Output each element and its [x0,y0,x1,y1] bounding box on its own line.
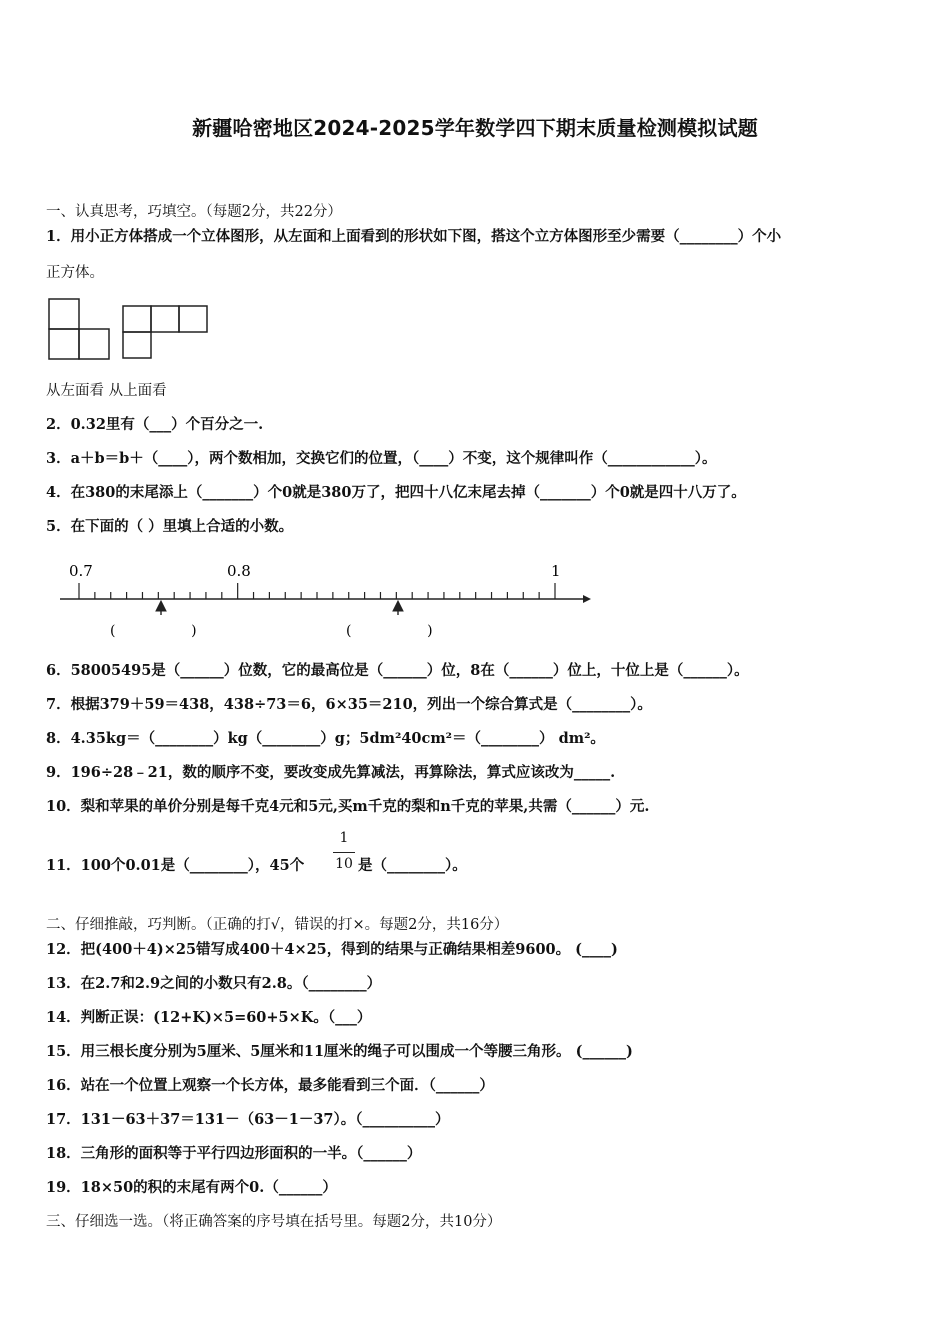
question-10: 10．梨和苹果的单价分别是每千克4元和5元,买m千克的梨和n千克的苹果,共需（______）元. [46,798,650,815]
question-17: 17．131－63＋37＝131－（63－1－37）。（__________） [46,1111,450,1128]
number-line [55,555,600,645]
left-view-figure [49,299,109,359]
question-7: 7．根据379＋59＝438，438÷73＝6，6×35＝210，列出一个综合算式是（________）。 [46,696,652,713]
question-16: 16．站在一个位置上观察一个长方体，最多能看到三个面．（______） [46,1077,494,1094]
section2-heading: 二、仔细推敲，巧判断。（正确的打√，错误的打×。每题2分，共16分） [46,917,509,933]
question-1-line2: 正方体。 [46,265,104,281]
q1-caption: 从左面看 从上面看 [46,383,167,399]
arrow-marker-1 [156,601,166,615]
numberline-blank-1: ( ) [110,623,197,639]
question-9: 9．196÷28﹣21，数的顺序不变，要改变成先算减法，再算除法，算式应该改为_____. [46,764,616,781]
numberline-blank-2: ( ) [346,623,433,639]
numberline-label-mid: 0.8 [227,562,251,580]
question-5: 5．在下面的（ ）里填上合适的小数。 [46,518,294,535]
section3-heading: 三、仔细选一选。（将正确答案的序号填在括号里。每题2分，共10分） [46,1214,502,1230]
q1-figures [48,298,208,360]
question-18: 18．三角形的面积等于平行四边形面积的一半。（______） [46,1145,422,1162]
numberline-ticks [79,583,555,599]
numberline-label-start: 0.7 [69,562,93,580]
top-view-figure [123,306,207,358]
question-13: 13．在2.7和2.9之间的小数只有2.8。（________） [46,975,382,992]
numberline-arrowhead [583,595,591,603]
question-1-line1: 1．用小正方体搭成一个立体图形，从左面和上面看到的形状如下图，搭这个立方体图形至少需要（________）个小 [46,228,782,245]
fraction-numerator: 1 [339,830,349,846]
question-19: 19．18×50的积的末尾有两个0.（______） [46,1179,337,1196]
arrow-marker-2 [393,601,403,615]
question-12: 12．把(400＋4)×25错写成400＋4×25，得到的结果与正确结果相差9600。 (____) [46,941,618,958]
fraction-denominator: 10 [335,856,353,872]
numberline-label-end: 1 [551,562,561,580]
question-4: 4．在380的末尾添上（_______）个0就是380万了，把四十八亿末尾去掉（_______）个0就是四十八万了。 [46,484,746,501]
question-11-part-b: 是（________）。 [358,857,467,874]
question-15: 15．用三根长度分别为5厘米、5厘米和11厘米的绳子可以围成一个等腰三角形。 (______) [46,1043,633,1060]
question-14: 14．判断正误：(12+K)×5=60+5×K。（___） [46,1009,372,1026]
question-3: 3．a＋b＝b＋（____），两个数相加，交换它们的位置，（____）不变，这个规律叫作（____________）。 [46,450,717,467]
question-2: 2．0.32里有（___）个百分之一. [46,416,264,433]
question-8: 8．4.35kg＝（________）kg（________）g；5dm²40cm²＝（________） dm²。 [46,730,605,747]
question-11-part-a: 11．100个0.01是（________），45个 [46,857,305,874]
fraction-bar [333,852,355,853]
section1-heading: 一、认真思考，巧填空。（每题2分，共22分） [46,204,342,220]
page-title: 新疆哈密地区2024-2025学年数学四下期末质量检测模拟试题 [192,116,758,140]
question-6: 6．58005495是（______）位数，它的最高位是（______）位，8在（______）位上，十位上是（______）。 [46,662,749,679]
